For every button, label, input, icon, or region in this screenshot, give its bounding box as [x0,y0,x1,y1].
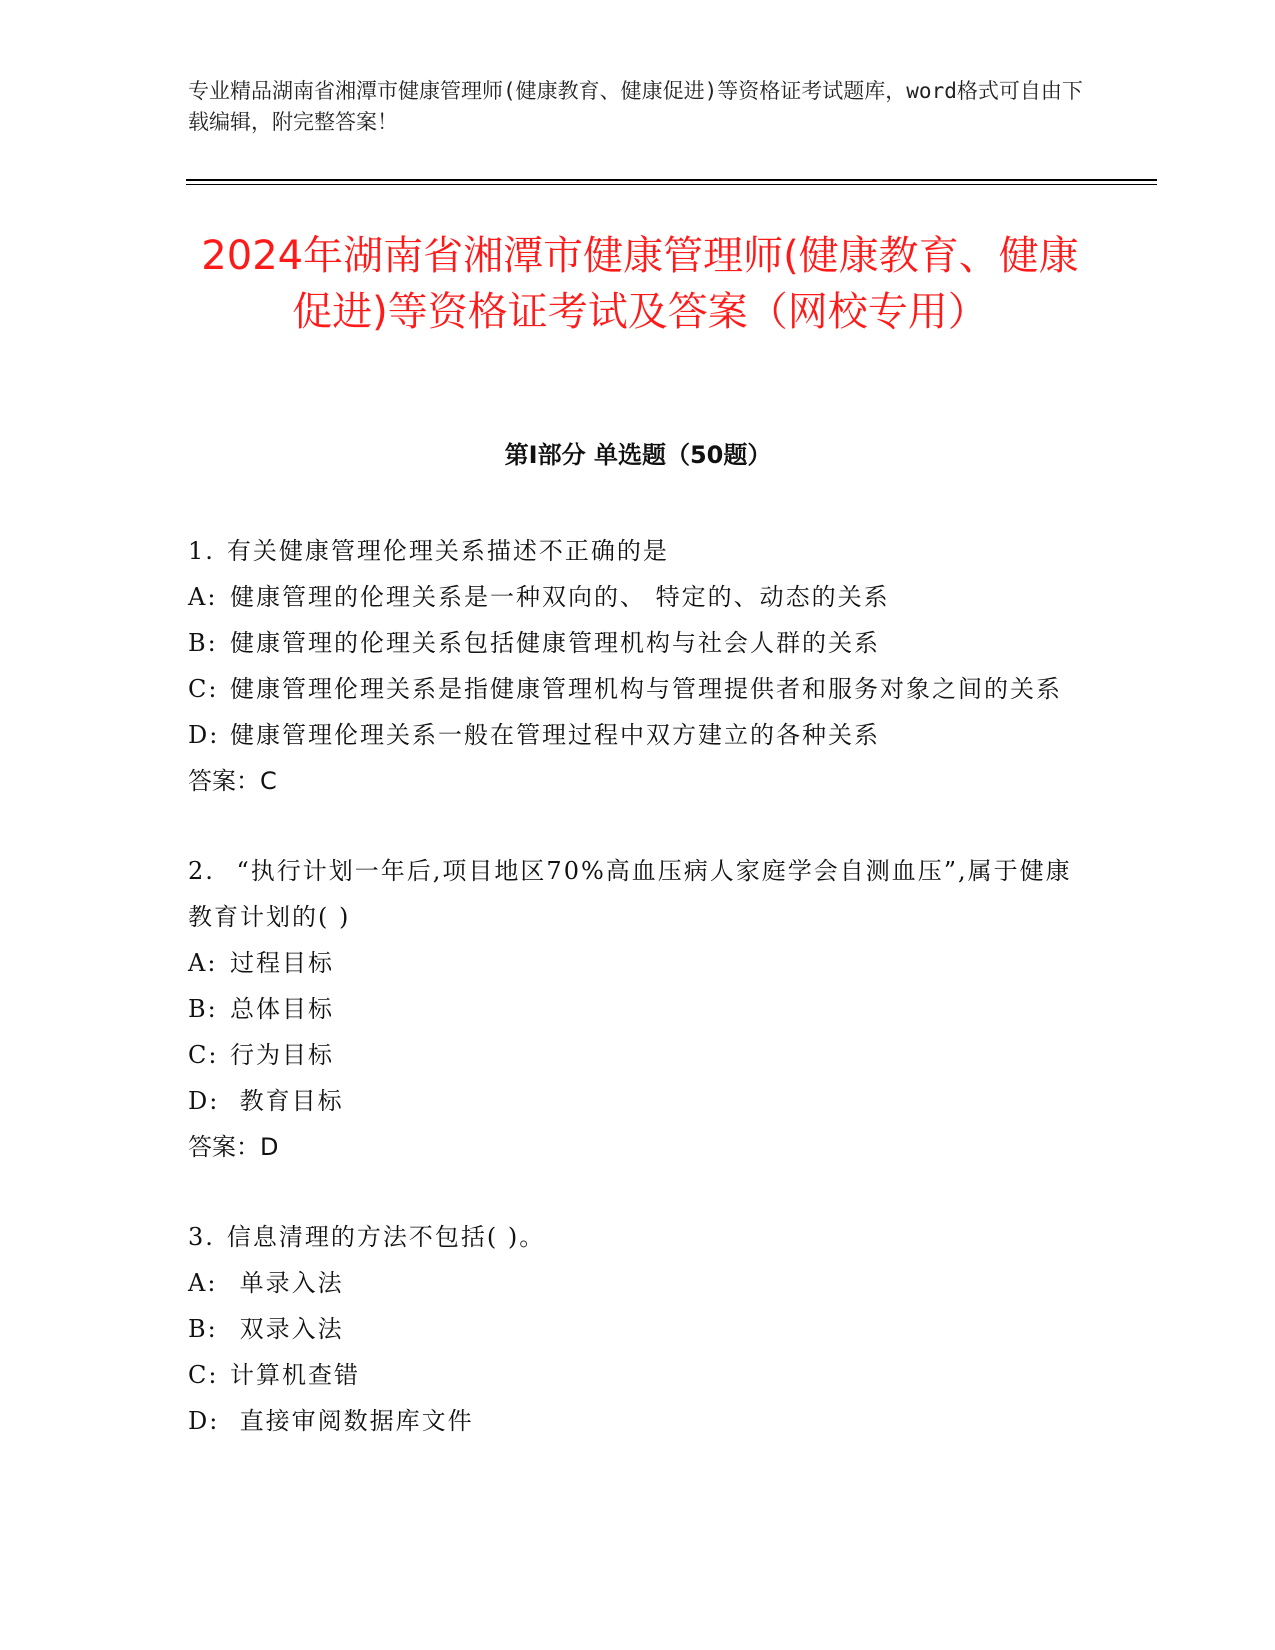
option-text: 教育目标 [230,1087,344,1115]
option-text: 单录入法 [230,1269,344,1297]
option-key: B: [188,629,218,657]
option-text: 健康管理伦理关系一般在管理过程中双方建立的各种关系 [230,721,880,749]
option-key: C: [188,1361,219,1389]
option-key: A: [188,949,218,977]
option-key: D: [188,721,220,749]
option-b [188,986,1088,1032]
option-a [188,940,1088,986]
document-title: 2024年湖南省湘潭市健康管理师(健康教育、健康促进)等资格证考试及答案（网校专用） [201,233,1079,335]
option-text: 健康管理的伦理关系是一种双向的、 特定的、动态的关系 [230,583,890,611]
answer-line: 答案：D [188,1133,279,1161]
question-stem [188,1214,1088,1260]
section-title: 第Ⅰ部分 单选题（50题） [504,441,772,469]
option-key: A: [188,1269,218,1297]
question-stem [188,528,1088,574]
option-c [188,666,1088,712]
option-text: 总体目标 [230,995,334,1023]
option-text: 直接审阅数据库文件 [230,1407,474,1435]
option-c [188,1032,1088,1078]
question-number: 3. [188,1223,215,1251]
answer-line: 答案：C [188,767,277,795]
option-key: B: [188,995,218,1023]
question-text: 有关健康管理伦理关系描述不正确的是 [226,537,669,565]
option-text: 行为目标 [230,1041,334,1069]
question-number: 1. [188,537,215,565]
option-b [188,620,1088,666]
option-d [188,712,1088,758]
option-key: A: [188,583,218,611]
question-text: 信息清理的方法不包括( )。 [226,1223,546,1251]
option-b [188,1306,1088,1352]
option-text: 过程目标 [230,949,334,977]
option-d [188,1398,1088,1444]
option-text: 计算机查错 [230,1361,360,1389]
question-list [188,528,1088,1488]
header-note: 专业精品湖南省湘潭市健康管理师(健康教育、健康促进)等资格证考试题库，word格式可自由下载编辑，附完整答案！ [188,79,1083,134]
option-text: 健康管理的伦理关系包括健康管理机构与社会人群的关系 [230,629,880,657]
option-key: C: [188,1041,219,1069]
question-text: “执行计划一年后,项目地区70%高血压病人家庭学会自测血压”,属于健康教育计划的( ) [188,857,1072,931]
question-3 [188,1214,1088,1444]
option-a [188,574,1088,620]
option-text: 健康管理伦理关系是指健康管理机构与管理提供者和服务对象之间的关系 [230,675,1062,703]
option-key: B: [188,1315,218,1343]
question-1 [188,528,1088,804]
option-key: D: [188,1407,220,1435]
option-key: D: [188,1087,220,1115]
option-d [188,1078,1088,1124]
option-text: 双录入法 [230,1315,344,1343]
question-number: 2. [188,857,215,885]
option-a [188,1260,1088,1306]
question-2 [188,848,1088,1170]
header-divider-thin [186,184,1157,185]
header-divider-thick [186,179,1157,181]
option-c [188,1352,1088,1398]
option-key: C: [188,675,219,703]
question-stem [188,848,1088,940]
